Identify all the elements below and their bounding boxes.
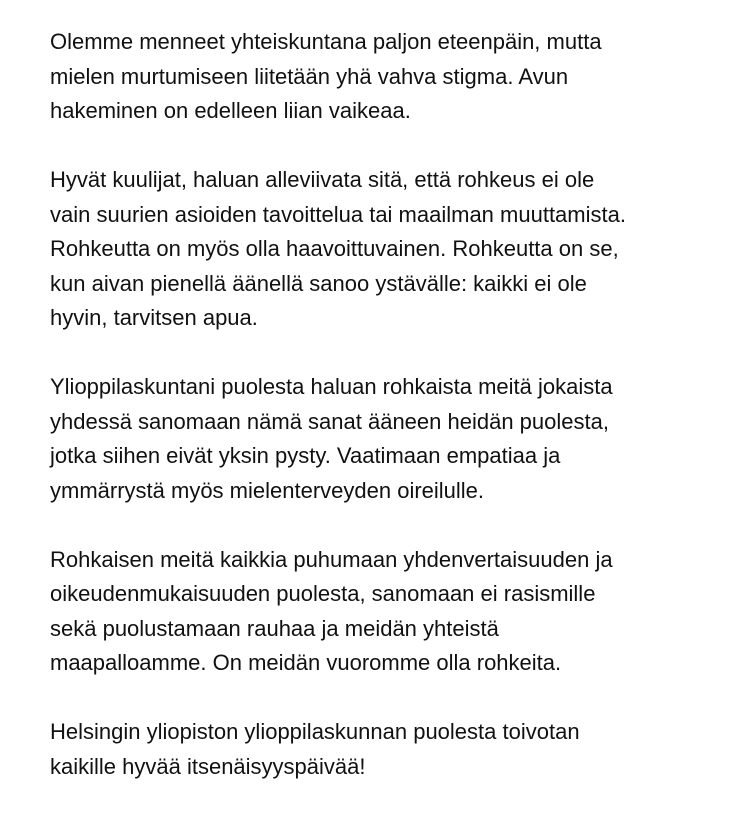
paragraph-equality: Rohkaisen meitä kaikkia puhumaan yhdenvertaisuuden ja oikeudenmukaisuuden puolesta, sanomaan ei rasismille sekä puolustamaan rauhaa ja meidän yhteistä maapalloamme. On meidän vuoromme olla rohkeita. — [50, 546, 613, 675]
paragraph-courage: Hyvät kuulijat, haluan alleviivata sitä, että rohkeus ei ole vain suurien asioiden tavoittelua tai maailman muuttamista. Rohkeutta on myös olla haavoittuvainen. Rohkeutta on se, kun aivan pienellä äänellä sanoo ystävälle: kaikki ei ole hyvin, tarvitsen apua. — [50, 167, 626, 330]
paragraph-greeting: Helsingin yliopiston ylioppilaskunnan puolesta toivotan kaikille hyvää itsenäisyyspäivää! — [50, 719, 580, 779]
paragraph-encouragement: Ylioppilaskuntani puolesta haluan rohkaista meitä jokaista yhdessä sanomaan nämä sanat ääneen heidän puolesta, jotka siihen eivät yksin pysty. Vaatimaan empatiaa ja ymmärrystä myös mielenterveyden oireilulle. — [50, 374, 613, 503]
paragraph-stigma: Olemme menneet yhteiskuntana paljon eteenpäin, mutta mielen murtumiseen liitetään yhä vahva stigma. Avun hakeminen on edelleen liian vaikeaa. — [50, 29, 602, 123]
speech-text — [50, 25, 740, 784]
